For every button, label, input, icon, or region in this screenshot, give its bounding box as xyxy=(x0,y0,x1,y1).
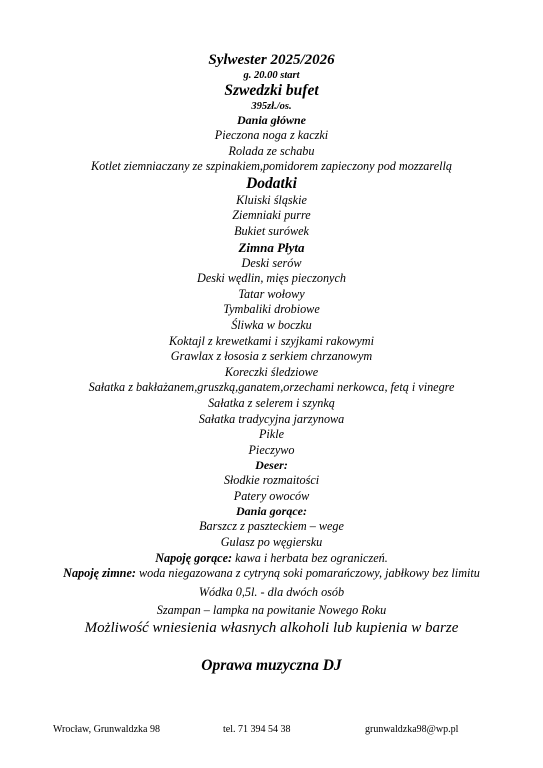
main-dishes-heading: Dania główne xyxy=(236,113,306,127)
vodka-line: Wódka 0,5l. - dla dwóch osób xyxy=(198,584,345,599)
cold-item: Koktajl z krewetkami i szyjkami rakowymi xyxy=(168,333,374,348)
cold-item: Pieczywo xyxy=(248,442,295,457)
side-item: Bukiet surówek xyxy=(234,223,309,238)
footer-phone: tel. 71 394 54 38 xyxy=(223,724,291,735)
hot-dishes-heading: Dania gorące: xyxy=(236,504,307,519)
main-dish-item: Pieczona noga z kaczki xyxy=(214,128,329,142)
cold-item: Grawlax z łososia z serkiem chrzanowym xyxy=(170,349,373,364)
dessert-item: Słodkie rozmaitości xyxy=(223,473,320,488)
side-item: Kluiski śląskie xyxy=(236,192,307,207)
cold-item: Śliwka w boczku xyxy=(231,317,312,332)
cold-drinks-line xyxy=(8,566,535,581)
sides-heading: Dodatki xyxy=(246,174,297,192)
cold-drinks-text: woda niegazowana z cytryną soki pomarańczowy, jabłkowy bez limitu xyxy=(135,566,480,581)
cold-item: Deski serów xyxy=(241,255,302,270)
cold-item: Sałatka z selerem i szynką xyxy=(208,395,335,410)
dessert-heading: Deser: xyxy=(255,458,288,473)
start-time: g. 20.00 start xyxy=(243,70,300,81)
hot-drinks-text: kawa i herbata bez ograniczeń. xyxy=(232,550,388,565)
champagne-line: Szampan – lampka na powitanie Nowego Roku xyxy=(156,603,387,618)
cold-item: Pikle xyxy=(258,427,285,442)
alcohol-note: Możliwość wniesienia własnych alkoholi lub kupienia w barze xyxy=(84,619,459,636)
main-dish-item: Kotlet ziemniaczany ze szpinakiem,pomidorem zapieczony pod mozzarellą xyxy=(91,159,452,174)
menu-content xyxy=(8,52,535,675)
main-dish-item: Rolada ze schabu xyxy=(228,143,315,158)
cold-item: Deski wędlin, mięs pieczonych xyxy=(197,271,346,286)
price: 395zł./os. xyxy=(251,101,292,112)
menu-title: Sylwester 2025/2026 xyxy=(208,52,335,68)
music-line: Oprawa muzyczna DJ xyxy=(201,656,342,674)
cold-item: Sałatka z bakłażanem,gruszką,ganatem,orzechami nerkowca, fetą i vinegre xyxy=(88,380,455,395)
cold-item: Tymbaliki drobiowe xyxy=(223,302,320,317)
side-item: Ziemniaki purre xyxy=(232,208,311,223)
footer-address: Wrocław, Grunwaldzka 98 xyxy=(53,724,160,735)
hot-drinks-label: Napoję gorące: xyxy=(155,550,233,565)
cold-item: Sałatka tradycyjna jarzynowa xyxy=(198,411,345,426)
footer-email: grunwaldzka98@wp.pl xyxy=(365,724,459,735)
cold-heading: Zimna Płyta xyxy=(238,239,305,255)
buffet-heading: Szwedzki bufet xyxy=(224,82,319,99)
cold-item: Koreczki śledziowe xyxy=(224,364,319,379)
cold-drinks-label: Napoję zimne: xyxy=(63,566,136,581)
hot-drinks-line xyxy=(8,551,535,567)
cold-item: Tatar wołowy xyxy=(238,286,305,301)
hot-dish-item: Gulasz po węgiersku xyxy=(220,535,323,550)
dessert-item: Patery owoców xyxy=(233,488,310,503)
hot-dish-item: Barszcz z paszteckiem – wege xyxy=(199,519,344,534)
